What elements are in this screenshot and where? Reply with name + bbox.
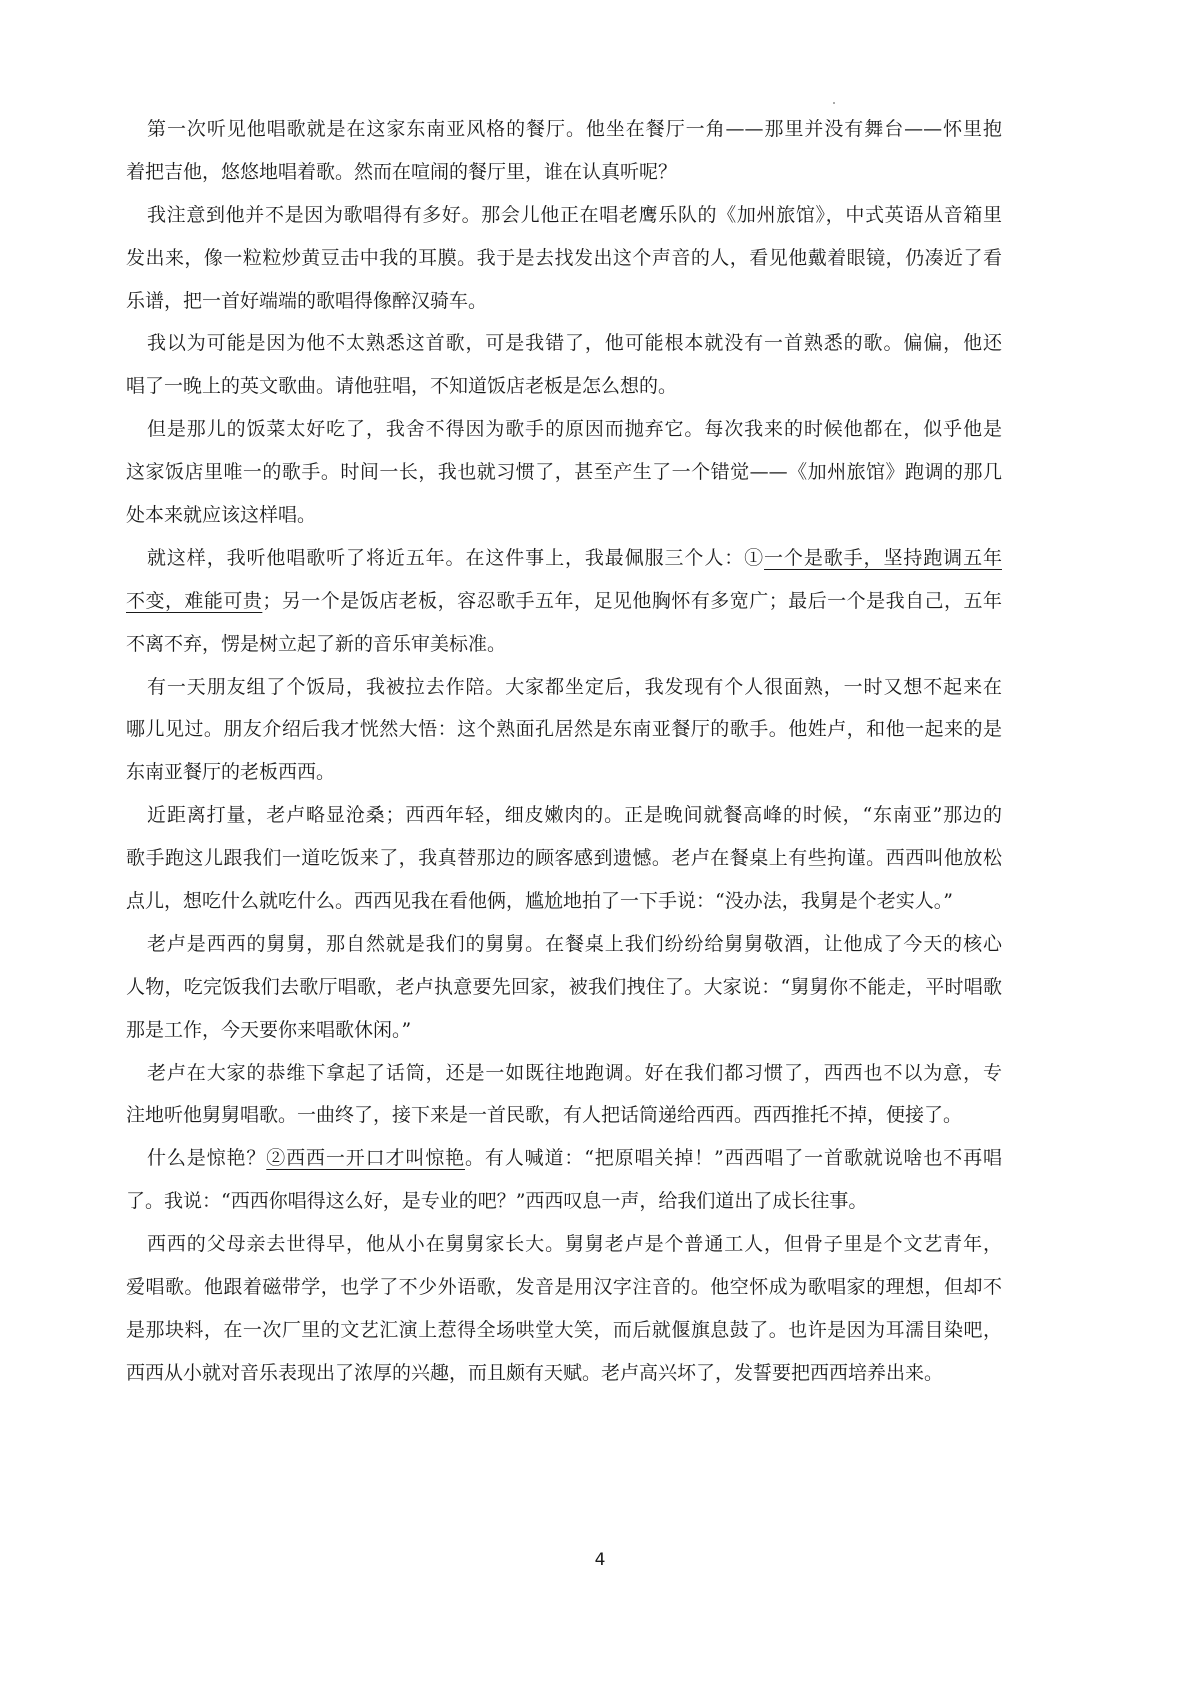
paragraph xyxy=(126,923,1002,1052)
text-segment: 不离不弃，愣是树立起了新的音乐审美标准。 xyxy=(126,632,507,655)
text-line xyxy=(126,1009,1002,1052)
underlined-passage: ②西西一开口才叫惊艳 xyxy=(266,1147,465,1170)
text-segment: 就这样，我听他唱歌听了将近五年。在这件事上，我最佩服三个人：① xyxy=(147,546,765,569)
text-segment: 处本来就应该这样唱。 xyxy=(126,504,317,527)
text-line xyxy=(126,923,1002,966)
text-segment: 我注意到他并不是因为歌唱得有多好。那会儿他正在唱老鹰乐队的《加州旅馆》，中式英语从音箱里 xyxy=(147,203,1002,226)
text-line xyxy=(126,408,1002,451)
text-segment: 是那块料，在一次厂里的文艺汇演上惹得全场哄堂大笑，而后就偃旗息鼓了。也许是因为耳濡目染吧， xyxy=(126,1318,1002,1341)
text-segment: 。有人喊道：“把原唱关掉！”西西唱了一首歌就说啥也不再唱 xyxy=(464,1147,1002,1170)
underlined-passage: 一个是歌手，坚持跑调五年 xyxy=(764,546,1002,569)
text-line xyxy=(126,151,1002,194)
text-segment: 西西的父母亲去世得早，他从小在舅舅家长大。舅舅老卢是个普通工人，但骨子里是个文艺青年， xyxy=(147,1233,1002,1256)
text-segment: 老卢是西西的舅舅，那自然就是我们的舅舅。在餐桌上我们纷纷给舅舅敬酒，让他成了今天的核心 xyxy=(147,932,1002,955)
text-segment: 近距离打量，老卢略显沧桑；西西年轻，细皮嫩肉的。正是晚间就餐高峰的时候，“东南亚”那边的 xyxy=(147,804,1002,827)
text-segment: 乐谱，把一首好端端的歌唱得像醉汉骑车。 xyxy=(126,289,488,312)
text-segment: 了。我说：“西西你唱得这么好，是专业的吧？”西西叹息一声，给我们道出了成长往事。 xyxy=(126,1190,868,1213)
text-line xyxy=(126,1223,1002,1266)
text-segment: 人物，吃完饭我们去歌厅唱歌，老卢执意要先回家，被我们拽住了。大家说：“舅舅你不能走，平时唱歌 xyxy=(126,975,1002,998)
scan-speck xyxy=(833,102,835,104)
text-line xyxy=(126,322,1002,365)
text-segment: ；另一个是饭店老板，容忍歌手五年，足见他胸怀有多宽广；最后一个是我自己，五年 xyxy=(262,589,1002,612)
text-segment: 那是工作，今天要你来唱歌休闲。” xyxy=(126,1018,412,1041)
text-segment: 点儿，想吃什么就吃什么。西西见我在看他俩，尴尬地拍了一下手说：“没办法，我舅是个老实人。” xyxy=(126,890,953,913)
text-line xyxy=(126,623,1002,666)
text-segment: 西西从小就对音乐表现出了浓厚的兴趣，而且颇有天赋。老卢高兴坏了，发誓要把西西培养出来。 xyxy=(126,1361,944,1384)
text-line xyxy=(126,1309,1002,1352)
paragraph xyxy=(126,322,1002,408)
page-number: 4 xyxy=(594,1550,606,1570)
text-line xyxy=(126,880,1002,923)
text-line xyxy=(126,537,1002,580)
paragraph xyxy=(126,408,1002,537)
text-line xyxy=(126,1352,1002,1395)
text-line xyxy=(126,837,1002,880)
text-segment: 发出来，像一粒粒炒黄豆击中我的耳膜。我于是去找发出这个声音的人，看见他戴着眼镜，仍凑近了看 xyxy=(126,246,1002,269)
paragraph xyxy=(126,108,1002,194)
text-segment: 哪儿见过。朋友介绍后我才恍然大悟：这个熟面孔居然是东南亚餐厅的歌手。他姓卢，和他一起来的是 xyxy=(126,718,1002,741)
text-line xyxy=(126,708,1002,751)
text-line xyxy=(126,666,1002,709)
text-segment: 着把吉他，悠悠地唱着歌。然而在喧闹的餐厅里，谁在认真听呢？ xyxy=(126,160,678,183)
underlined-passage: 不变，难能可贵 xyxy=(126,589,263,612)
text-line xyxy=(126,237,1002,280)
text-line xyxy=(126,1052,1002,1095)
text-segment: 这家饭店里唯一的歌手。时间一长，我也就习惯了，甚至产生了一个错觉——《加州旅馆》跑调的那几 xyxy=(126,461,1002,484)
text-line xyxy=(126,1094,1002,1137)
paragraph xyxy=(126,1223,1002,1395)
text-line xyxy=(126,966,1002,1009)
text-line xyxy=(126,280,1002,323)
article-body xyxy=(126,108,1002,1395)
text-line xyxy=(126,1137,1002,1180)
paragraph xyxy=(126,666,1002,795)
text-segment: 什么是惊艳？ xyxy=(147,1147,267,1170)
text-line xyxy=(126,451,1002,494)
text-segment: 但是那儿的饭菜太好吃了，我舍不得因为歌手的原因而抛弃它。每次我来的时候他都在，似乎他是 xyxy=(147,418,1002,441)
paragraph xyxy=(126,1052,1002,1138)
text-line xyxy=(126,1266,1002,1309)
text-segment: 唱了一晚上的英文歌曲。请他驻唱，不知道饭店老板是怎么想的。 xyxy=(126,375,678,398)
text-segment: 东南亚餐厅的老板西西。 xyxy=(126,761,336,784)
text-line xyxy=(126,365,1002,408)
text-segment: 注地听他舅舅唱歌。一曲终了，接下来是一首民歌，有人把话筒递给西西。西西推托不掉，便接了。 xyxy=(126,1104,963,1127)
text-segment: 我以为可能是因为他不太熟悉这首歌，可是我错了，他可能根本就没有一首熟悉的歌。偏偏，他还 xyxy=(147,332,1002,355)
text-segment: 第一次听见他唱歌就是在这家东南亚风格的餐厅。他坐在餐厅一角——那里并没有舞台——怀里抱 xyxy=(147,118,1002,140)
text-segment: 老卢在大家的恭维下拿起了话筒，还是一如既往地跑调。好在我们都习惯了，西西也不以为意，专 xyxy=(147,1061,1002,1084)
text-line xyxy=(126,794,1002,837)
paragraph xyxy=(126,194,1002,323)
paragraph xyxy=(126,537,1002,666)
text-segment: 有一天朋友组了个饭局，我被拉去作陪。大家都坐定后，我发现有个人很面熟，一时又想不起来在 xyxy=(147,675,1002,698)
text-line xyxy=(126,494,1002,537)
text-segment: 爱唱歌。他跟着磁带学，也学了不少外语歌，发音是用汉字注音的。他空怀成为歌唱家的理想，但却不 xyxy=(126,1276,1002,1299)
text-line xyxy=(126,751,1002,794)
text-line xyxy=(126,108,1002,151)
text-segment: 歌手跑这儿跟我们一道吃饭来了，我真替那边的顾客感到遗憾。老卢在餐桌上有些拘谨。西西叫他放松 xyxy=(126,847,1002,870)
paragraph xyxy=(126,1137,1002,1223)
paragraph xyxy=(126,794,1002,923)
text-line xyxy=(126,580,1002,623)
text-line xyxy=(126,194,1002,237)
text-line xyxy=(126,1180,1002,1223)
